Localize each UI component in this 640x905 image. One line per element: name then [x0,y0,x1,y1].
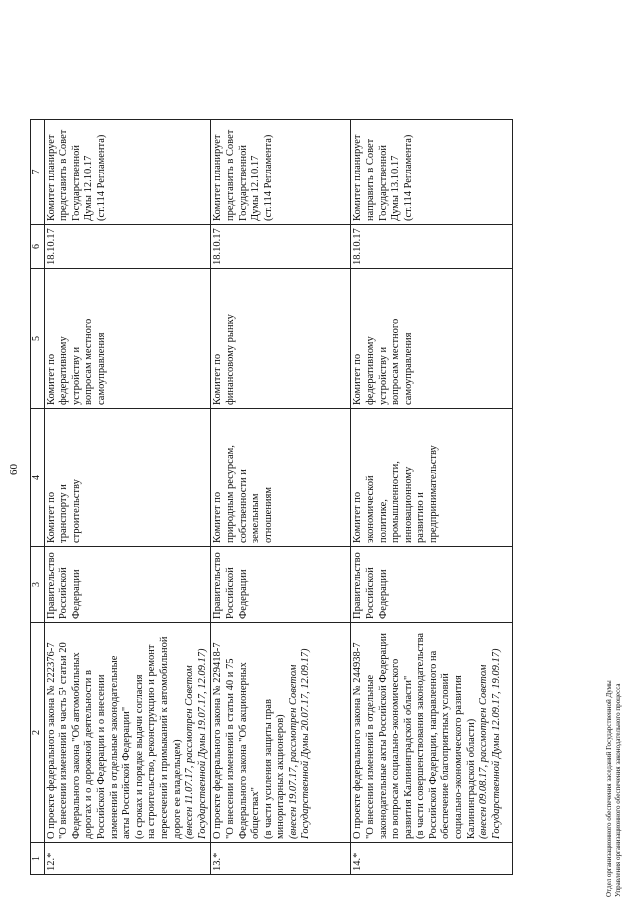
table-header-row [31,120,45,875]
review-date: 18.10.17 [44,225,211,269]
committee-action: Комитет планирует представить в Совет Государственной Думы 12.10.17 (ст.114 Регламента) [211,120,351,225]
column-header: 7 [31,120,45,225]
responsible-committee: Комитет по природным ресурсам, собственности и земельным отношениям [211,409,351,547]
review-date: 18.10.17 [211,225,351,269]
agenda-table [30,119,513,875]
bill-note: (внесен 19.07.17, рассмотрен Советом Государственной Думы 20.07.17, 12.09.17) [287,648,312,839]
responsible-committee: Комитет по транспорту и строительству [44,409,211,547]
committee-action: Комитет планирует направить в Совет Государственной Думы 13.10.17 (ст.114 Регламента) [351,120,513,225]
co-executor-committee: Комитет по федеративному устройству и вопросам местного самоуправления [44,269,211,409]
column-header: 3 [31,547,45,623]
initiator: Правительство Российской Федерации [351,547,513,623]
table-row [351,120,513,875]
bill-title: О проекте федерального закона № 244938-7 "О внесении изменений в отдельные законодательные акты Российской Федерации по вопросам социально-экономического развития Калининградской области" (в части совершенствования законодательства Российской Федерации, направленного на обеспечение благоприятных условий социально-экономического развития Калининградской области) [352,632,477,839]
bill-description [211,623,351,843]
bill-note: (внесен 11.07.17, рассмотрен Советом Государственной Думы 19.07.17, 12.09.17) [184,648,208,839]
footer-line: Отдел организационного обеспечения заседаний Государственной Думы [605,680,613,897]
column-header: 2 [31,623,45,843]
footer-line: Управления организационного обеспечения законодательного процесса [614,683,622,897]
column-header: 1 [31,843,45,875]
row-number: 14.* [351,843,513,875]
page-number: 60 [8,464,20,475]
co-executor-committee: Комитет по финансовому рынку [211,269,351,409]
bill-note: (внесен 09.08.17, рассмотрен Советом Государственной Думы 12.09.17, 19.09.17) [478,648,502,839]
row-number: 12.* [44,843,211,875]
review-date: 18.10.17 [351,225,513,269]
column-header: 4 [31,409,45,547]
table-row [44,120,211,875]
initiator: Правительство Российской Федерации [44,547,211,623]
row-number: 13.* [211,843,351,875]
column-header: 5 [31,269,45,409]
initiator: Правительство Российской Федерации [211,547,351,623]
bill-title: О проекте федерального закона № 222376-7 "О внесении изменений в часть 5¹ статьи 20 Федерального закона "Об автомобильных дорогах и о дорожной деятельности в Российской Федерации и о внесении изменений в отдельные законодательные акты Российской Федерации" (о сроках и порядке выдачи согласия на строительство, реконструкцию и ремонт пересечений и примыканий к автомобильной дороге ее владельцем) [45,636,183,839]
committee-action: Комитет планирует представить в Совет Государственной Думы 12.10.17 (ст.114 Регламента) [44,120,211,225]
bill-description [351,623,513,843]
table-row [211,120,351,875]
bill-description [44,623,211,843]
bill-title: О проекте федерального закона № 229418-7 "О внесении изменений в статьи 40 и 75 Федерального закона "Об акционерных обществах" (в части усиления защиты прав миноритарных акционеров) [212,642,287,839]
footer [605,680,623,897]
responsible-committee: Комитет по экономической политике, промышленности, инновационному развитию и предпринимательству [351,409,513,547]
column-header: 6 [31,225,45,269]
co-executor-committee: Комитет по федеративному устройству и вопросам местного самоуправления [351,269,513,409]
